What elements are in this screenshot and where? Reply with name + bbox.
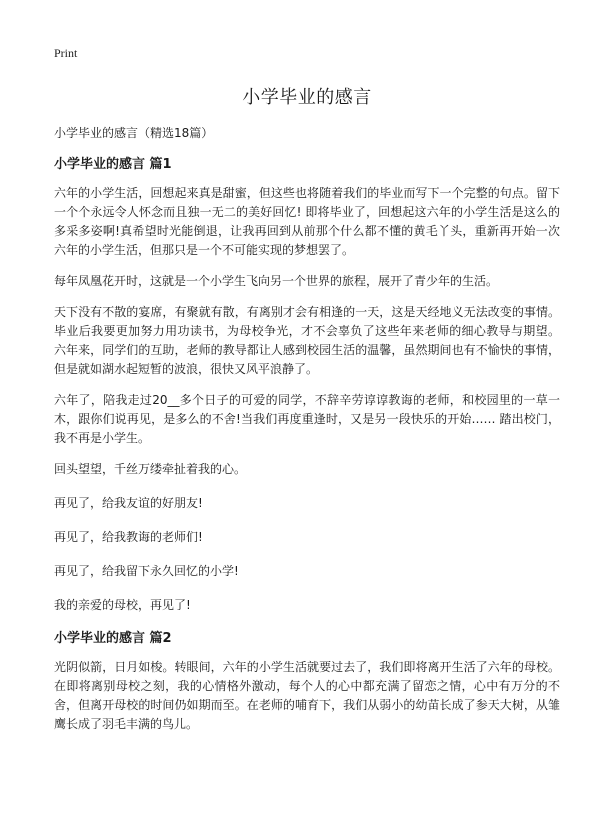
document-title: 小学毕业的感言 — [242, 87, 372, 108]
paragraph: 每年凤凰花开时，这就是一个小学生飞向另一个世界的旅程，展开了青少年的生活。 — [54, 274, 499, 288]
paragraph: 六年的小学生活，回想起来真是甜蜜，但这些也将随着我们的毕业而写下一个完整的句点。留下一个个永远令人怀念而且独一无二的美好回忆! 即将毕业了，回想起这六年的小学生活是这么的多采多姿啊!真希望时光能倒退，让我再回到从前那个什么都不懂的黄毛丫头，重新再开始一次六年的小学生活，但那只是一个不可能实现的梦想罢了。 — [54, 186, 560, 257]
section-heading-2: 小学毕业的感言 篇2 — [54, 631, 172, 646]
paragraph: 再见了，给我留下永久回忆的小学! — [54, 564, 239, 578]
paragraph: 再见了，给我友谊的好朋友! — [54, 496, 203, 510]
print-label: Print — [54, 46, 78, 60]
document-subtitle: 小学毕业的感言（精选18篇） — [54, 126, 214, 140]
paragraph: 回头望望，千丝万缕牵扯着我的心。 — [54, 462, 247, 476]
paragraph: 六年了，陪我走过20__多个日子的可爱的同学，不辞辛劳谆谆教诲的老师，和校园里的一草一木，跟你们说再见，是多么的不舍!当我们再度重逢时，又是另一段快乐的开始…… 踏出校门，我不再是小学生。 — [54, 393, 560, 445]
paragraph: 天下没有不散的宴席，有聚就有散，有离别才会有相逢的一天，这是天经地义无法改变的事情。毕业后我要更加努力用功读书，为母校争光，才不会辜负了这些年来老师的细心教导与期望。 六年来，同学们的互助，老师的教导都让人感到校园生活的温馨，虽然期间也有不愉快的事情，但是就如湖水起短暂的波浪，很快又风平浪静了。 — [54, 305, 560, 376]
section-heading-1: 小学毕业的感言 篇1 — [54, 157, 172, 172]
paragraph: 再见了，给我教诲的老师们! — [54, 530, 203, 544]
paragraph: 光阴似箭，日月如梭。转眼间，六年的小学生活就要过去了，我们即将离开生活了六年的母校。在即将离别母校之刻，我的心情格外激动，每个人的心中都充满了留恋之情，心中有万分的不舍，但离开母校的时间仍如期而至。在老师的哺育下，我们从弱小的幼苗长成了参天大树，从雏鹰长成了羽毛丰满的鸟儿。 — [54, 660, 560, 731]
paragraph: 我的亲爱的母校，再见了! — [54, 598, 191, 612]
